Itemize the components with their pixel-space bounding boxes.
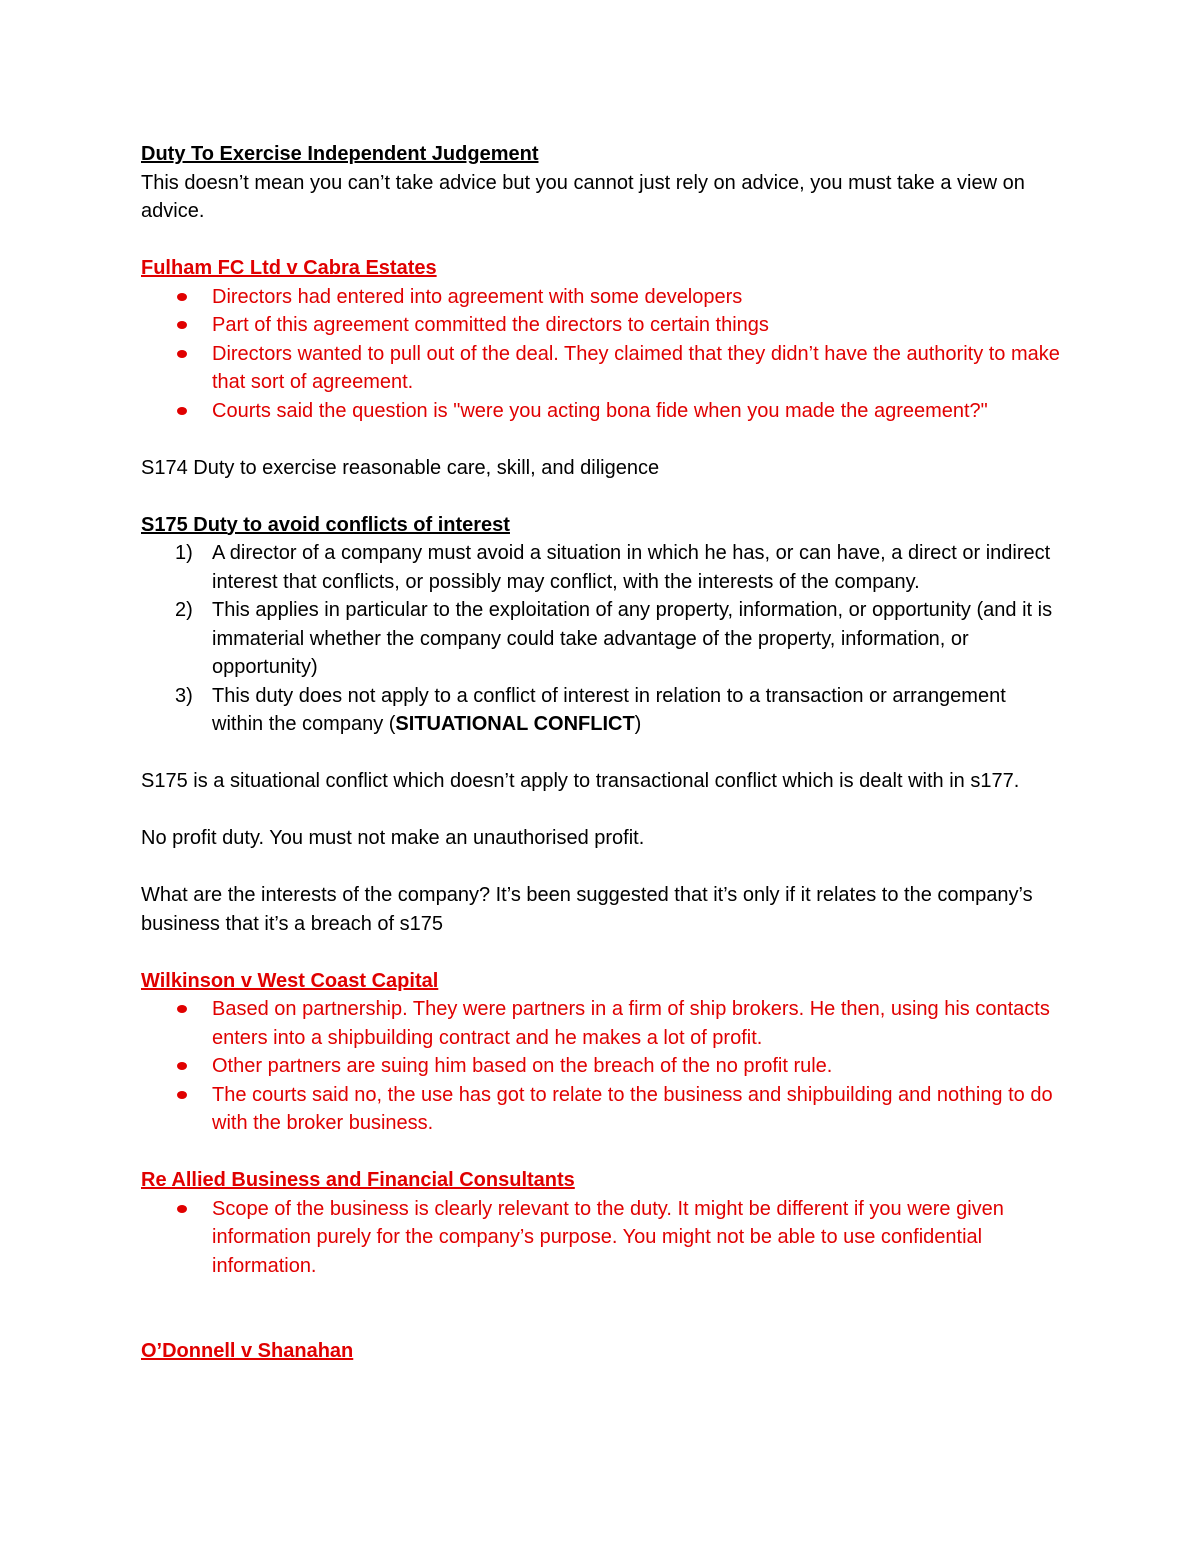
- document-body: [141, 140, 1061, 1366]
- list-item-text: This duty does not apply to a conflict of interest in relation to a transaction or arrangement within the company (: [212, 684, 1006, 735]
- blank-line: [141, 796, 1061, 825]
- blank-line: [141, 1280, 1061, 1309]
- bullet-icon: [177, 1205, 187, 1213]
- heading-independent-judgement: Duty To Exercise Independent Judgement: [141, 143, 539, 165]
- blank-line: [141, 938, 1061, 967]
- list-item-text: Courts said the question is "were you acting bona fide when you made the agreement?": [212, 399, 988, 422]
- bullet-icon: [177, 350, 187, 358]
- list-number: 3): [175, 684, 193, 707]
- blank-line: [141, 739, 1061, 768]
- list-item-text: The courts said no, the use has got to relate to the business and shipbuilding and nothing to do with the broker business.: [212, 1083, 1053, 1134]
- list-item: [141, 1195, 1061, 1281]
- list-item: [141, 1052, 1061, 1081]
- case-title-wilkinson: Wilkinson v West Coast Capital: [141, 969, 439, 992]
- list-item: [141, 311, 1061, 340]
- blank-line: [141, 853, 1061, 882]
- blank-line: [141, 226, 1061, 255]
- list-item: [141, 397, 1061, 426]
- bullet-list-wilkinson: [141, 995, 1061, 1138]
- list-item-text: A director of a company must avoid a situation in which he has, or can have, a direct or indirect interest that conflicts, or possibly may conflict, with the interests of the company.: [212, 542, 1051, 593]
- paragraph-no-profit: No profit duty. You must not make an unauthorised profit.: [141, 827, 645, 849]
- paragraph-independent-judgement: This doesn’t mean you can’t take advice but you cannot just rely on advice, you must take a view on advice.: [141, 171, 1025, 222]
- bullet-icon: [177, 1005, 187, 1013]
- numbered-list-s175: [141, 539, 1061, 739]
- case-title-odonnell: O’Donnell v Shanahan: [141, 1340, 354, 1362]
- list-item: [141, 539, 1061, 596]
- blank-line: [141, 1138, 1061, 1167]
- blank-line: [141, 425, 1061, 454]
- list-item-text: Directors had entered into agreement with some developers: [212, 285, 743, 308]
- heading-s175: S175 Duty to avoid conflicts of interest: [141, 513, 510, 536]
- bullet-icon: [177, 293, 187, 301]
- list-item-text-end: ): [634, 713, 642, 735]
- paragraph-s174: S174 Duty to exercise reasonable care, skill, and diligence: [141, 456, 660, 479]
- list-item-text: This applies in particular to the exploitation of any property, information, or opportunity (and it is immaterial whether the company could take advantage of the property, information, or opportunity): [212, 599, 1053, 678]
- blank-line: [141, 1309, 1061, 1338]
- paragraph-interests: What are the interests of the company? It’s been suggested that it’s only if it relates to the company’s business that it’s a breach of s175: [141, 884, 1033, 935]
- list-item: [141, 995, 1061, 1052]
- case-title-allied: Re Allied Business and Financial Consultants: [141, 1169, 575, 1191]
- list-item: [141, 283, 1061, 312]
- bullet-list-fulham: [141, 283, 1061, 426]
- list-item: [141, 1081, 1061, 1138]
- list-item-text: Scope of the business is clearly relevant to the duty. It might be different if you were given information purely for the company’s purpose. You might not be able to use confidential information.: [212, 1197, 1004, 1277]
- bullet-icon: [177, 1062, 187, 1070]
- list-item-text: Part of this agreement committed the directors to certain things: [212, 314, 769, 336]
- case-title-fulham: Fulham FC Ltd v Cabra Estates: [141, 257, 437, 279]
- list-item: [141, 682, 1061, 739]
- list-item: [141, 340, 1061, 397]
- paragraph-situational-conflict: S175 is a situational conflict which doesn’t apply to transactional conflict which is dealt with in s177.: [141, 770, 1020, 792]
- list-item: [141, 596, 1061, 682]
- bullet-icon: [177, 321, 187, 329]
- list-item-text: Directors wanted to pull out of the deal. They claimed that they didn’t have the authority to make that sort of agreement.: [212, 342, 1060, 393]
- list-item-text: Based on partnership. They were partners in a firm of ship brokers. He then, using his contacts enters into a shipbuilding contract and he makes a lot of profit.: [212, 998, 1050, 1049]
- bullet-icon: [177, 407, 187, 415]
- bullet-icon: [177, 1091, 187, 1099]
- blank-line: [141, 482, 1061, 511]
- bullet-list-allied: [141, 1195, 1061, 1281]
- list-item-text: Other partners are suing him based on the breach of the no profit rule.: [212, 1055, 833, 1077]
- list-number: 1): [175, 542, 193, 564]
- situational-conflict-emphasis: SITUATIONAL CONFLICT: [395, 713, 635, 735]
- list-number: 2): [175, 599, 193, 621]
